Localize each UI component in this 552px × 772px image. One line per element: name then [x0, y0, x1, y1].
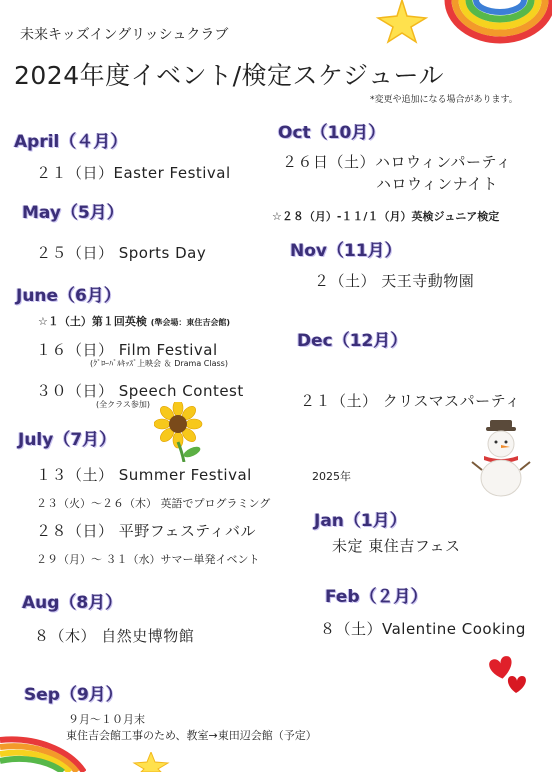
month-dec: Dec（12月） — [297, 331, 408, 351]
sep-event-2: 東住吉会館工事のため、教室→東田辺会館（予定） — [66, 729, 317, 742]
june-event-3-note: (全クラス参加) — [96, 400, 151, 409]
month-july: July（7月） — [18, 430, 117, 450]
jan-event-1: 未定 東住吉フェス — [332, 537, 461, 555]
snowman-icon — [470, 418, 532, 498]
july-event-4: ２９（月）～ ３１（水）サマー単発イベント — [36, 553, 260, 566]
dec-event-1: ２１（土） クリスマスパーティ — [300, 392, 521, 410]
year-label: 2025年 — [312, 470, 351, 483]
oct-event-2: ☆２８（月）-１１/１（月）英検ジュニア検定 — [272, 210, 500, 223]
month-oct: Oct（10月） — [278, 123, 386, 143]
july-event-3: ２８（日） 平野フェスティバル — [36, 522, 257, 540]
sep-event-1: ９月～１０月末 — [68, 713, 145, 726]
month-may: May（5月） — [22, 203, 124, 223]
oct-event-1: ２６日（土）ハロウィンパーティ — [282, 153, 512, 171]
star-icon — [132, 752, 170, 772]
june-event-1-main: ☆１（土）第１回英検 — [38, 315, 147, 328]
month-feb: Feb（２月） — [325, 587, 428, 607]
july-event-1: １３（土） Summer Festival — [36, 466, 252, 484]
may-event-1: ２５（日） Sports Day — [36, 244, 207, 262]
rainbow-icon — [440, 0, 552, 46]
june-event-3: ３０（日） Speech Contest — [36, 382, 244, 400]
june-event-2-note: (ｸﾞﾛｰﾊﾞﾙｷｯｽﾞ上映会 ＆ Drama Class) — [90, 359, 228, 368]
month-nov: Nov（11月） — [290, 241, 402, 261]
feb-event-1: ８（土）Valentine Cooking — [320, 620, 526, 638]
june-event-2: １６（日） Film Festival — [36, 341, 218, 359]
month-june: June（6月） — [16, 286, 121, 306]
month-aug: Aug（8月） — [22, 593, 123, 613]
page-title: 2024年度イベント/検定スケジュール — [14, 61, 445, 90]
april-event-1: ２１（日）Easter Festival — [36, 164, 231, 182]
nov-event-1: ２（土） 天王寺動物園 — [314, 272, 475, 290]
july-event-2: ２３（火）～２６（木） 英語でプログラミング — [36, 497, 271, 510]
month-sep: Sep（9月） — [24, 685, 123, 705]
oct-event-1b: ハロウィンナイト — [376, 175, 499, 193]
month-april: April（４月） — [14, 132, 128, 152]
sunflower-icon — [154, 402, 214, 462]
june-event-1-venue: (準会場：東住吉会館) — [150, 318, 231, 327]
club-name: 未来キッズイングリッシュクラブ — [20, 27, 229, 43]
hearts-icon — [486, 655, 530, 695]
aug-event-1: ８（木） 自然史博物館 — [34, 627, 195, 645]
month-jan: Jan（1月） — [314, 511, 407, 531]
star-icon — [374, 0, 430, 44]
change-note: *変更や追加になる場合があります。 — [370, 95, 518, 105]
june-event-1 — [38, 313, 230, 329]
